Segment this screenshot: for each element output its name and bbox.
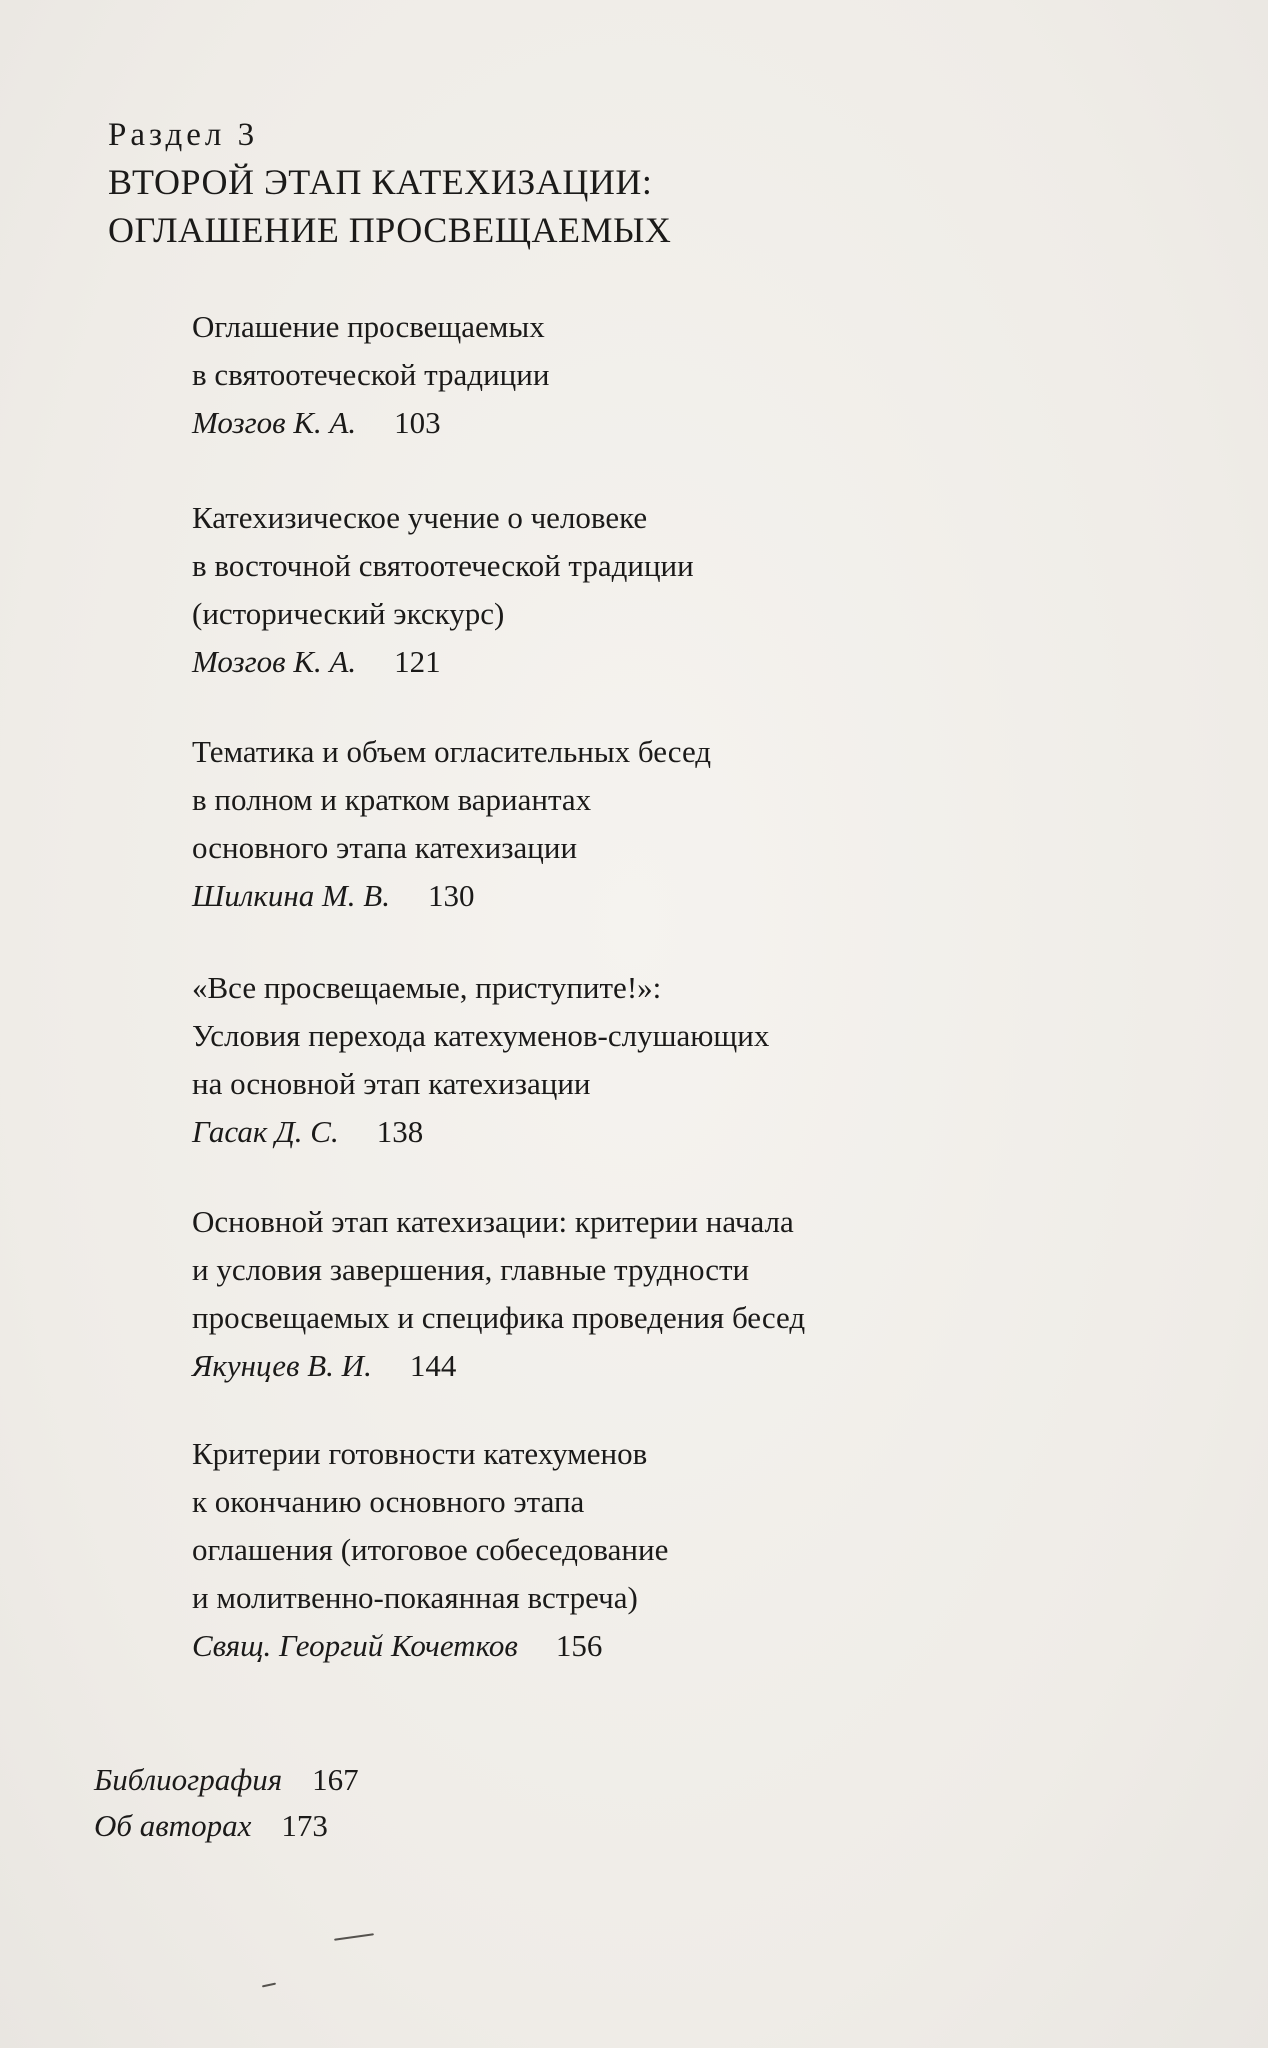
toc-entry <box>192 1430 668 1670</box>
entry-title-line: Критерии готовности катехуменов <box>192 1436 648 1471</box>
entry-title-line: «Все просвещаемые, приступите!»: <box>192 970 662 1005</box>
entry-page-number: 144 <box>409 1348 457 1383</box>
section-title-line-2: ОГЛАШЕНИЕ ПРОСВЕЩАЕМЫХ <box>108 210 672 250</box>
back-matter-page-number: 173 <box>281 1808 328 1843</box>
entry-title-line: (исторический экскурс) <box>192 596 505 631</box>
entry-title-line: Условия перехода катехуменов-слушающих <box>192 1018 770 1053</box>
entry-title-line: на основной этап катехизации <box>192 1066 591 1101</box>
entry-title-line: к окончанию основного этапа <box>192 1484 585 1519</box>
toc-entry <box>192 1198 805 1390</box>
entry-author: Свящ. Георгий Кочетков <box>192 1628 518 1663</box>
entry-author: Мозгов К. А. <box>192 644 357 679</box>
entry-page-number: 103 <box>394 405 441 440</box>
section-heading <box>108 112 671 254</box>
entry-title-line: и условия завершения, главные трудности <box>192 1252 750 1287</box>
section-title-line-1: ВТОРОЙ ЭТАП КАТЕХИЗАЦИИ: <box>108 162 653 202</box>
entry-page-number: 156 <box>555 1628 603 1663</box>
entry-byline <box>192 1622 668 1670</box>
entry-author: Шилкина М. В. <box>192 878 390 913</box>
entry-title-line: просвещаемых и специфика проведения бесед <box>192 1300 806 1335</box>
entry-byline <box>192 1108 769 1156</box>
entry-byline <box>192 872 711 920</box>
entry-title-line: Оглашение просвещаемых <box>192 309 545 344</box>
entry-title-line: в восточной святоотеческой традиции <box>192 548 694 583</box>
ink-smudge <box>334 1933 374 1941</box>
toc-entry <box>192 494 694 686</box>
entry-page-number: 138 <box>376 1114 424 1149</box>
entry-author: Мозгов К. А. <box>192 405 357 440</box>
entry-title-line: оглашения (итоговое собеседование <box>192 1532 669 1567</box>
back-matter-label: Библиография <box>94 1762 283 1797</box>
toc-entry <box>192 303 549 447</box>
entry-page-number: 130 <box>428 878 475 913</box>
entry-title-line: в полном и кратком вариантах <box>192 782 592 817</box>
entry-title-line: Основной этап катехизации: критерии начала <box>192 1204 794 1239</box>
ink-smudge <box>262 1983 276 1988</box>
entry-title-line: в святоотеческой традиции <box>192 357 550 392</box>
entry-title-line: Катехизическое учение о человеке <box>192 500 648 535</box>
toc-entry <box>192 728 711 920</box>
entry-byline <box>192 638 694 686</box>
entry-title-line: основного этапа катехизации <box>192 830 578 865</box>
entry-author: Гасак Д. С. <box>192 1114 339 1149</box>
entry-author: Якунцев В. И. <box>192 1348 372 1383</box>
section-label: Раздел 3 <box>108 117 259 153</box>
toc-entry <box>192 964 769 1156</box>
back-matter-page-number: 167 <box>312 1762 359 1797</box>
entry-title-line: и молитвенно-покаянная встреча) <box>192 1580 638 1615</box>
toc-entry-about-authors <box>94 1802 328 1850</box>
entry-byline <box>192 399 549 447</box>
toc-entry-bibliography <box>94 1756 359 1804</box>
entry-page-number: 121 <box>394 644 441 679</box>
entry-byline <box>192 1342 805 1390</box>
entry-title-line: Тематика и объем огласительных бесед <box>192 734 712 769</box>
back-matter-label: Об авторах <box>94 1808 252 1843</box>
